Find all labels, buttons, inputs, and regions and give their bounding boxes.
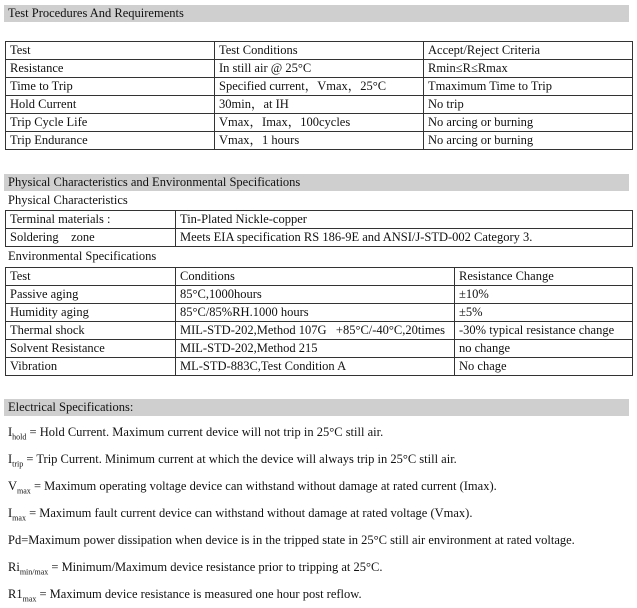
table-cell: Rmin≤R≤Rmax (424, 60, 633, 78)
symbol-subscript: trip (12, 459, 24, 469)
table-cell: No trip (424, 96, 633, 114)
table-cell: 85°C/85%RH.1000 hours (176, 304, 455, 322)
table-cell: Hold Current (6, 96, 215, 114)
table-cell: Vmax，Imax，100cycles (215, 114, 424, 132)
table-cell: Thermal shock (6, 322, 176, 340)
table-row (6, 211, 633, 229)
table-cell: Soldering zone (6, 229, 176, 247)
table-cell: Time to Trip (6, 78, 215, 96)
symbol-subscript: min/max (19, 567, 49, 577)
symbol: I (8, 506, 13, 520)
header-cell: Test (6, 268, 176, 286)
table-cell: -30% typical resistance change (455, 322, 633, 340)
table-cell: 30min，at IH (215, 96, 424, 114)
table-row (6, 229, 633, 247)
table-cell: Meets EIA specification RS 186-9E and ANSI/J-STD-002 Category 3. (176, 229, 633, 247)
section-heading-electrical: Electrical Specifications: (4, 399, 629, 416)
definition-ri (8, 559, 382, 581)
definition-text: = Hold Current. Maximum current device will not trip in 25°C still air. (26, 425, 384, 439)
physical-characteristics-subtitle: Physical Characteristics (8, 193, 128, 207)
symbol: Pd (8, 533, 22, 547)
table-cell: No arcing or burning (424, 132, 633, 150)
table-cell: Specified current，Vmax，25°C (215, 78, 424, 96)
header-cell: Test Conditions (215, 42, 424, 60)
definition-text: = Trip Current. Minimum current at which the device will always trip in 25°C still air. (23, 452, 457, 466)
table-row (6, 286, 633, 304)
table-cell: MIL-STD-202,Method 107G +85°C/-40°C,20times (176, 322, 455, 340)
definition-ihold (8, 424, 383, 446)
table-cell: no change (455, 340, 633, 358)
table-cell: Tin-Plated Nickle-copper (176, 211, 633, 229)
table-cell: In still air @ 25°C (215, 60, 424, 78)
symbol-subscript: max (17, 486, 31, 496)
table-cell: Passive aging (6, 286, 176, 304)
definition-vmax (8, 478, 497, 500)
definition-text: = Minimum/Maximum device resistance prior to tripping at 25°C. (48, 560, 383, 574)
definition-pd (8, 532, 575, 548)
symbol: V (8, 479, 18, 493)
section-heading-physical-environmental: Physical Characteristics and Environmental Specifications (4, 174, 629, 191)
definition-r1max (8, 586, 362, 608)
table-row (6, 60, 633, 78)
table-cell: Trip Cycle Life (6, 114, 215, 132)
table-cell: Solvent Resistance (6, 340, 176, 358)
table-cell: Terminal materials : (6, 211, 176, 229)
header-cell: Conditions (176, 268, 455, 286)
symbol: I (8, 425, 13, 439)
section-heading-test-procedures: Test Procedures And Requirements (4, 5, 629, 22)
test-procedures-table (5, 41, 633, 150)
symbol: Ri (8, 560, 20, 574)
symbol: R1 (8, 587, 23, 601)
environmental-specifications-table (5, 267, 633, 376)
table-cell: ±5% (455, 304, 633, 322)
table-cell: No chage (455, 358, 633, 376)
table-header-row (6, 268, 633, 286)
table-cell: ±10% (455, 286, 633, 304)
table-row (6, 340, 633, 358)
definition-text: = Maximum fault current device can withstand without damage at rated voltage (Vmax). (25, 506, 473, 520)
table-cell: Humidity aging (6, 304, 176, 322)
table-row (6, 114, 633, 132)
table-row (6, 304, 633, 322)
physical-characteristics-table (5, 210, 633, 247)
table-cell: ML-STD-883C,Test Condition A (176, 358, 455, 376)
table-row (6, 132, 633, 150)
table-cell: Vmax，1 hours (215, 132, 424, 150)
definition-text: =Maximum power dissipation when device is in the tripped state in 25°C still air environment at rated voltage. (21, 533, 575, 547)
symbol-subscript: hold (12, 432, 27, 442)
table-cell: No arcing or burning (424, 114, 633, 132)
table-cell: MIL-STD-202,Method 215 (176, 340, 455, 358)
table-row (6, 96, 633, 114)
table-header-row (6, 42, 633, 60)
symbol-subscript: max (12, 513, 26, 523)
table-row (6, 78, 633, 96)
table-cell: Tmaximum Time to Trip (424, 78, 633, 96)
table-row (6, 358, 633, 376)
header-cell: Accept/Reject Criteria (424, 42, 633, 60)
symbol-subscript: max (22, 594, 37, 604)
table-row (6, 322, 633, 340)
definition-text: = Maximum operating voltage device can withstand without damage at rated current (Imax). (30, 479, 497, 493)
header-cell: Resistance Change (455, 268, 633, 286)
definition-imax (8, 505, 472, 527)
definition-text: = Maximum device resistance is measured one hour post reflow. (36, 587, 362, 601)
table-cell: Trip Endurance (6, 132, 215, 150)
definition-itrip (8, 451, 457, 473)
header-cell: Test (6, 42, 215, 60)
environmental-specifications-subtitle: Environmental Specifications (8, 249, 157, 263)
table-cell: Resistance (6, 60, 215, 78)
table-cell: Vibration (6, 358, 176, 376)
symbol: I (8, 452, 13, 466)
table-cell: 85°C,1000hours (176, 286, 455, 304)
